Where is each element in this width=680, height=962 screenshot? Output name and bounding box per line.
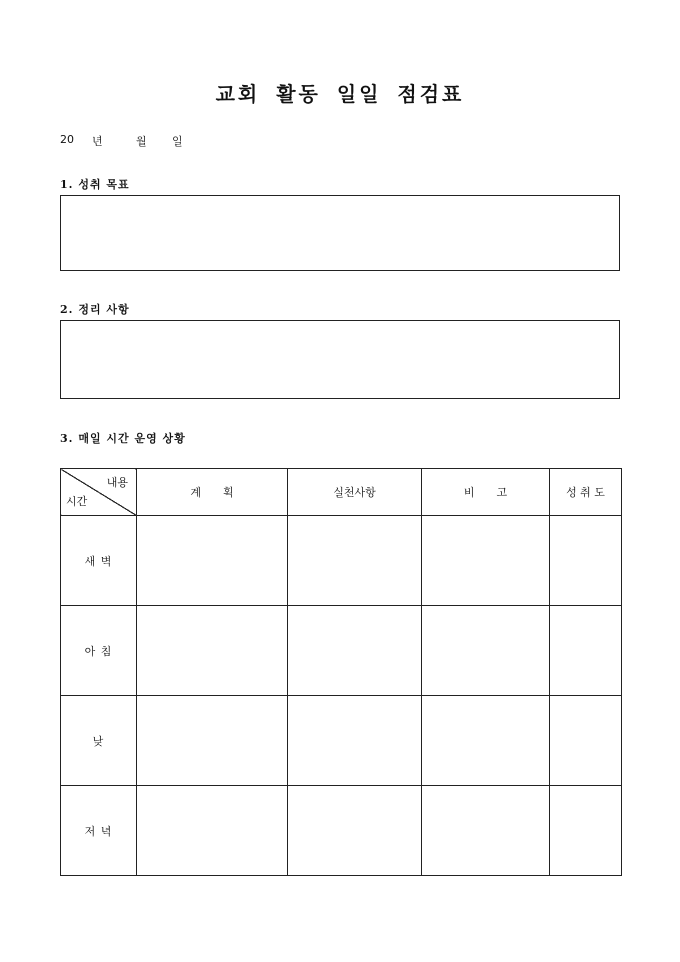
cell-morning-remarks[interactable] bbox=[422, 606, 550, 696]
schedule-table bbox=[60, 468, 622, 876]
table-row bbox=[61, 516, 622, 606]
cell-day-practice[interactable] bbox=[288, 696, 422, 786]
date-month-unit: 월 bbox=[136, 135, 147, 148]
cell-dawn-remarks[interactable] bbox=[422, 516, 550, 606]
date-year-unit: 년 bbox=[92, 135, 103, 148]
cell-day-remarks[interactable] bbox=[422, 696, 550, 786]
corner-label-content: 내용 bbox=[106, 476, 128, 489]
column-header-remarks: 비 고 bbox=[422, 469, 550, 516]
schedule-header-row bbox=[61, 469, 622, 516]
goal-box[interactable] bbox=[60, 195, 620, 271]
date-year-prefix: 20 bbox=[60, 133, 74, 146]
page-title: 교회 활동 일일 점검표 bbox=[215, 82, 465, 106]
date-line bbox=[60, 133, 183, 149]
table-row bbox=[61, 606, 622, 696]
cell-evening-practice[interactable] bbox=[288, 786, 422, 876]
table-row bbox=[61, 786, 622, 876]
corner-label-time: 시간 bbox=[66, 495, 88, 508]
column-header-plan: 계 획 bbox=[137, 469, 288, 516]
section-heading-goal: 1. 성취 목표 bbox=[60, 178, 130, 191]
row-label-dawn: 새 벽 bbox=[61, 516, 137, 606]
cell-day-plan[interactable] bbox=[137, 696, 288, 786]
cell-morning-plan[interactable] bbox=[137, 606, 288, 696]
row-label-morning: 아 침 bbox=[61, 606, 137, 696]
cell-evening-plan[interactable] bbox=[137, 786, 288, 876]
cell-dawn-achievement[interactable] bbox=[550, 516, 622, 606]
cell-evening-remarks[interactable] bbox=[422, 786, 550, 876]
column-header-achievement: 성 취 도 bbox=[550, 469, 622, 516]
summary-box[interactable] bbox=[60, 320, 620, 399]
row-label-day: 낮 bbox=[61, 696, 137, 786]
column-header-practice: 실천사항 bbox=[288, 469, 422, 516]
section-heading-summary: 2. 정리 사항 bbox=[60, 303, 130, 316]
cell-day-achievement[interactable] bbox=[550, 696, 622, 786]
cell-morning-practice[interactable] bbox=[288, 606, 422, 696]
cell-dawn-plan[interactable] bbox=[137, 516, 288, 606]
schedule-corner-cell bbox=[61, 469, 137, 516]
table-row bbox=[61, 696, 622, 786]
row-label-evening: 저 녁 bbox=[61, 786, 137, 876]
cell-evening-achievement[interactable] bbox=[550, 786, 622, 876]
cell-morning-achievement[interactable] bbox=[550, 606, 622, 696]
section-heading-schedule: 3. 매일 시간 운영 상황 bbox=[60, 432, 186, 445]
cell-dawn-practice[interactable] bbox=[288, 516, 422, 606]
date-day-unit: 일 bbox=[172, 135, 183, 148]
